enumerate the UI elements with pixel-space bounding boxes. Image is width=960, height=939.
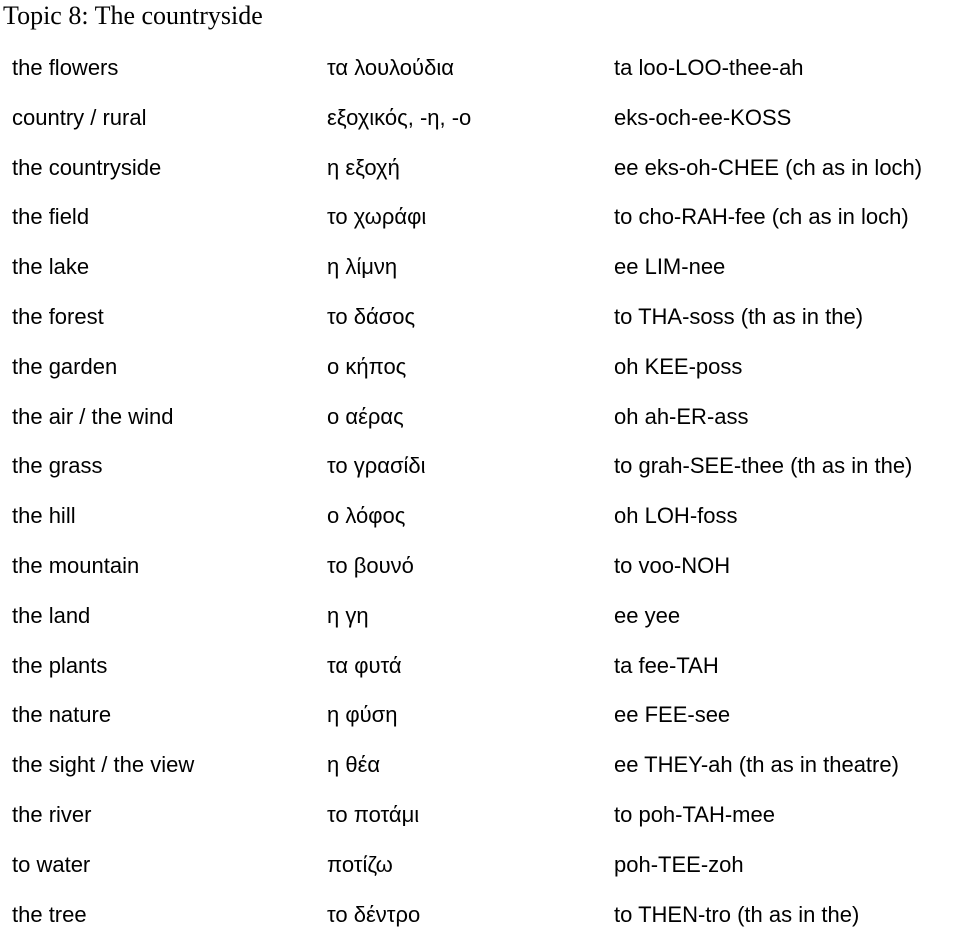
pronunciation: to THEN-tro (th as in the)	[614, 901, 860, 927]
pronunciation: ta loo-LOO-thee-ah	[614, 55, 804, 80]
vocab-row	[0, 790, 960, 840]
greek-term: ο λόφος	[327, 503, 406, 529]
pronunciation: to voo-NOH	[614, 552, 731, 578]
greek-term: τα λουλούδια	[327, 55, 454, 80]
pronunciation: to cho-RAH-fee (ch as in loch)	[614, 204, 909, 230]
pronunciation: to poh-TAH-mee	[614, 801, 775, 827]
english-term: the garden	[12, 353, 118, 379]
english-term: the tree	[12, 901, 87, 927]
pronunciation: ee yee	[614, 602, 681, 628]
vocab-row	[0, 392, 960, 442]
greek-term: το χωράφι	[327, 204, 427, 230]
english-term: the countryside	[12, 154, 162, 180]
greek-term: η εξοχή	[327, 154, 400, 180]
greek-term: η θέα	[327, 752, 381, 778]
english-term: the forest	[12, 303, 104, 329]
english-term: the river	[12, 801, 92, 827]
pronunciation: oh ah-ER-ass	[614, 403, 749, 429]
vocab-row	[0, 541, 960, 591]
greek-term: το δάσος	[327, 303, 416, 329]
vocab-row	[0, 740, 960, 790]
greek-term: η φύση	[327, 702, 398, 728]
vocab-row	[0, 491, 960, 541]
vocab-row	[0, 641, 960, 691]
greek-term: εξοχικός, -η, -ο	[327, 104, 472, 130]
pronunciation: eks-och-ee-KOSS	[614, 104, 792, 130]
greek-term: το δέντρο	[327, 901, 421, 927]
pronunciation: oh KEE-poss	[614, 353, 743, 379]
pronunciation: to grah-SEE-thee (th as in the)	[614, 453, 913, 479]
pronunciation: poh-TEE-zoh	[614, 851, 744, 877]
vocab-row	[0, 591, 960, 641]
greek-term: τα φυτά	[327, 652, 402, 678]
greek-term: το ποτάμι	[327, 801, 420, 827]
english-term: the hill	[12, 503, 76, 529]
english-term: to water	[12, 851, 91, 877]
pronunciation: to THA-soss (th as in the)	[614, 303, 864, 329]
vocab-row	[0, 242, 960, 292]
vocabulary-table	[0, 43, 960, 939]
greek-term: το γρασίδι	[327, 453, 426, 479]
pronunciation: ta fee-TAH	[614, 652, 719, 678]
vocab-row	[0, 192, 960, 242]
greek-term: το βουνό	[327, 552, 414, 578]
vocab-row	[0, 43, 960, 93]
greek-term: ο αέρας	[327, 403, 404, 429]
pronunciation: ee FEE-see	[614, 702, 731, 728]
vocab-row	[0, 292, 960, 342]
english-term: the flowers	[12, 55, 119, 80]
greek-term: η λίμνη	[327, 254, 398, 280]
english-term: country / rural	[12, 104, 147, 130]
english-term: the sight / the view	[12, 752, 195, 778]
pronunciation: ee eks-oh-CHEE (ch as in loch)	[614, 154, 923, 180]
pronunciation: oh LOH-foss	[614, 503, 738, 529]
vocab-row	[0, 890, 960, 939]
vocab-row	[0, 840, 960, 890]
vocab-row	[0, 441, 960, 491]
greek-term: ο κήπος	[327, 353, 407, 379]
english-term: the mountain	[12, 552, 140, 578]
greek-term: η γη	[327, 602, 369, 628]
vocab-row	[0, 690, 960, 740]
vocab-row	[0, 93, 960, 143]
vocab-row	[0, 342, 960, 392]
pronunciation: ee LIM-nee	[614, 254, 726, 280]
english-term: the grass	[12, 453, 103, 479]
vocab-row	[0, 143, 960, 193]
english-term: the lake	[12, 254, 90, 280]
english-term: the nature	[12, 702, 112, 728]
english-term: the field	[12, 204, 90, 230]
pronunciation: ee THEY-ah (th as in theatre)	[614, 752, 899, 778]
english-term: the plants	[12, 652, 108, 678]
page-title: Topic 8: The countryside	[3, 1, 263, 30]
greek-term: ποτίζω	[327, 851, 393, 877]
english-term: the land	[12, 602, 91, 628]
english-term: the air / the wind	[12, 403, 174, 429]
